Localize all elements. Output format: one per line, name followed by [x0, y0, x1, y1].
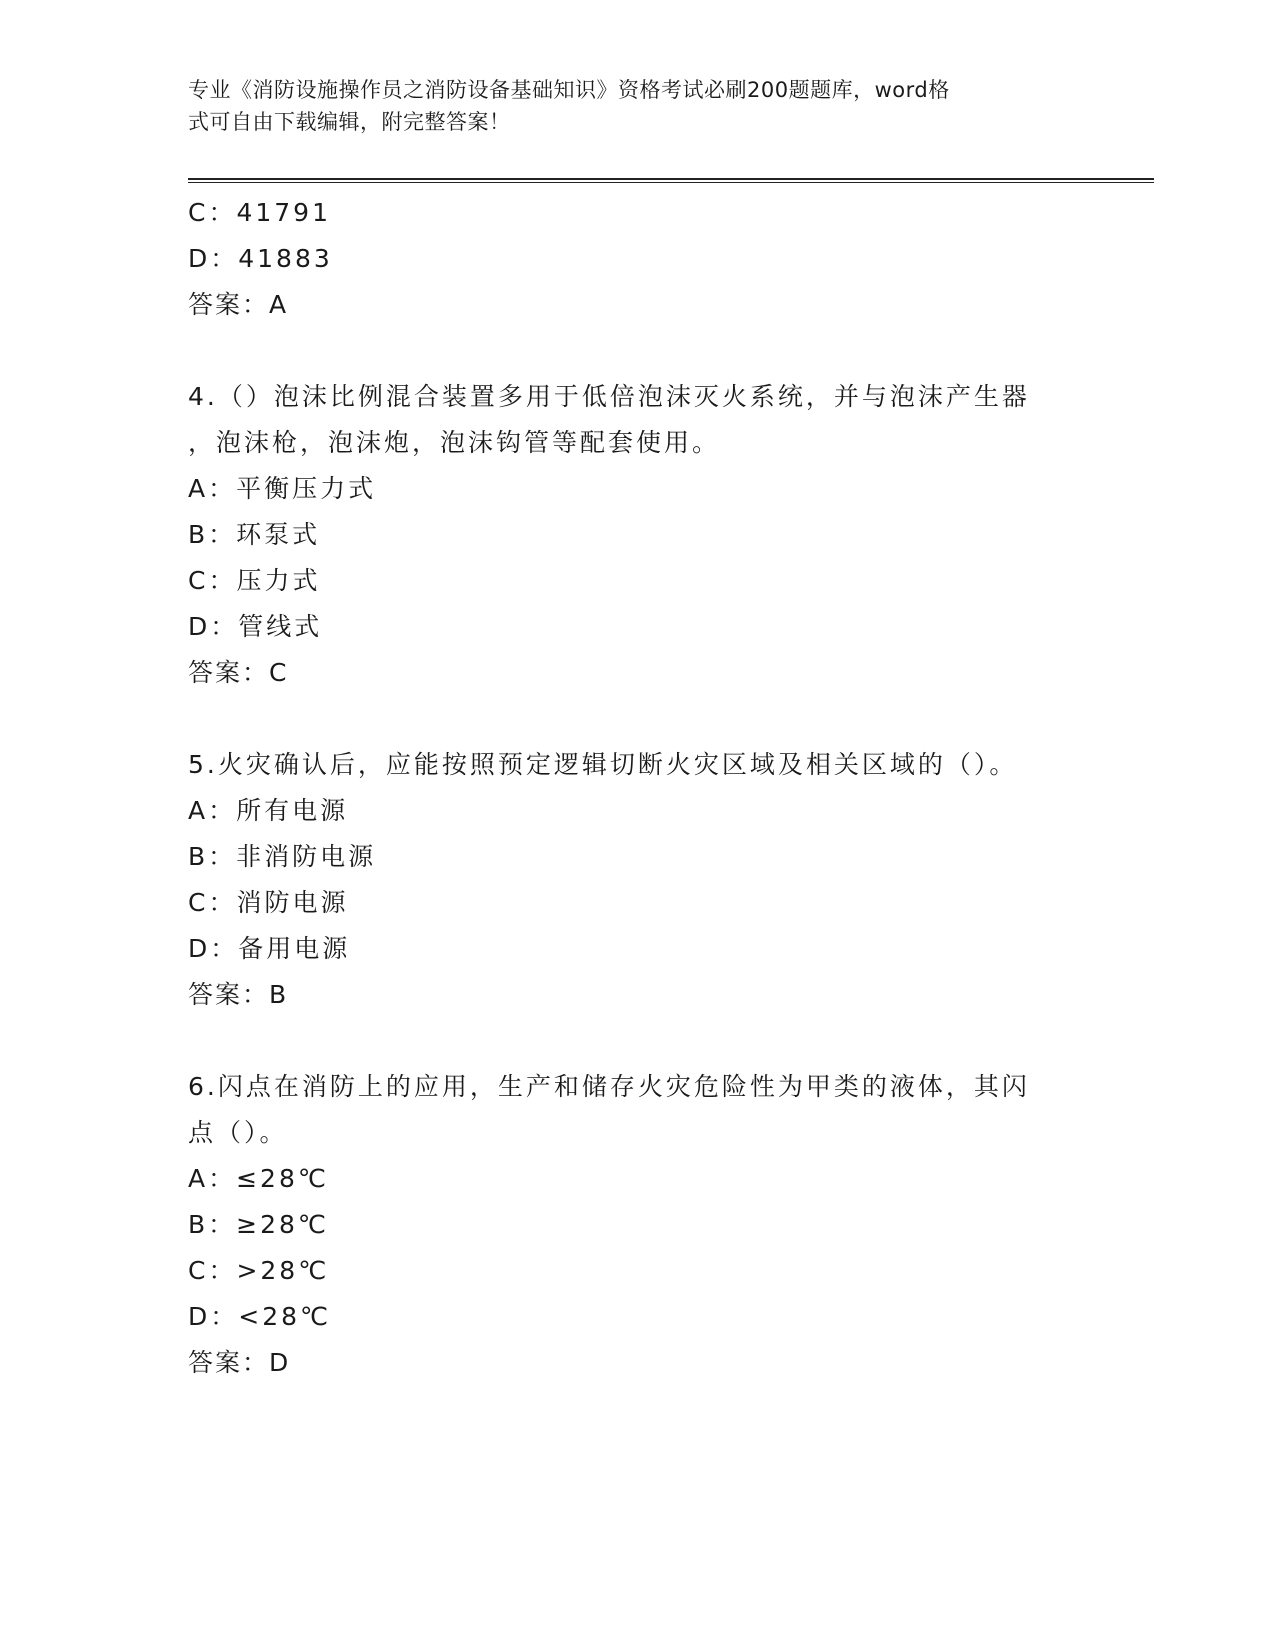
header-divider: [188, 178, 1154, 183]
spacer: [188, 328, 1068, 374]
option-b: B：≥28℃: [188, 1210, 329, 1239]
page-header: [188, 74, 1088, 138]
header-line-2: 式可自由下载编辑，附完整答案！: [188, 110, 511, 134]
answer-line: 答案：C: [188, 658, 289, 687]
option-a: A：≤28℃: [188, 1164, 329, 1193]
option-a: A：平衡压力式: [188, 474, 377, 503]
option-d: D：<28℃: [188, 1302, 332, 1331]
option-d: D：管线式: [188, 612, 323, 641]
answer-line: 答案：A: [188, 290, 289, 319]
option-d: D：41883: [188, 244, 333, 273]
option-c: C：41791: [188, 198, 331, 227]
answer-line: 答案：D: [188, 1348, 291, 1377]
header-line-1: 专业《消防设施操作员之消防设备基础知识》资格考试必刷200题题库，word格: [188, 78, 950, 102]
option-d: D：备用电源: [188, 934, 351, 963]
option-b: B：非消防电源: [188, 842, 377, 871]
question-list: [188, 190, 1068, 1386]
question-5: [188, 742, 1068, 1018]
option-c: C：压力式: [188, 566, 321, 595]
spacer: [188, 1018, 1068, 1064]
option-a: A：所有电源: [188, 796, 349, 825]
previous-question-tail: [188, 190, 1068, 328]
answer-line: 答案：B: [188, 980, 289, 1009]
question-text-line: 5.火灾确认后，应能按照预定逻辑切断火灾区域及相关区域的（）。: [188, 750, 1018, 779]
option-b: B：环泵式: [188, 520, 321, 549]
question-text-line: 点（）。: [188, 1118, 288, 1147]
question-4: [188, 374, 1068, 696]
question-text-line: 6.闪点在消防上的应用，生产和储存火灾危险性为甲类的液体，其闪: [188, 1072, 1030, 1101]
question-6: [188, 1064, 1068, 1386]
spacer: [188, 696, 1068, 742]
option-c: C：消防电源: [188, 888, 349, 917]
question-text-line: ，泡沫枪，泡沫炮，泡沫钩管等配套使用。: [188, 428, 721, 457]
question-text-line: 4.（）泡沫比例混合装置多用于低倍泡沫灭火系统，并与泡沫产生器: [188, 382, 1030, 411]
option-c: C：>28℃: [188, 1256, 330, 1285]
